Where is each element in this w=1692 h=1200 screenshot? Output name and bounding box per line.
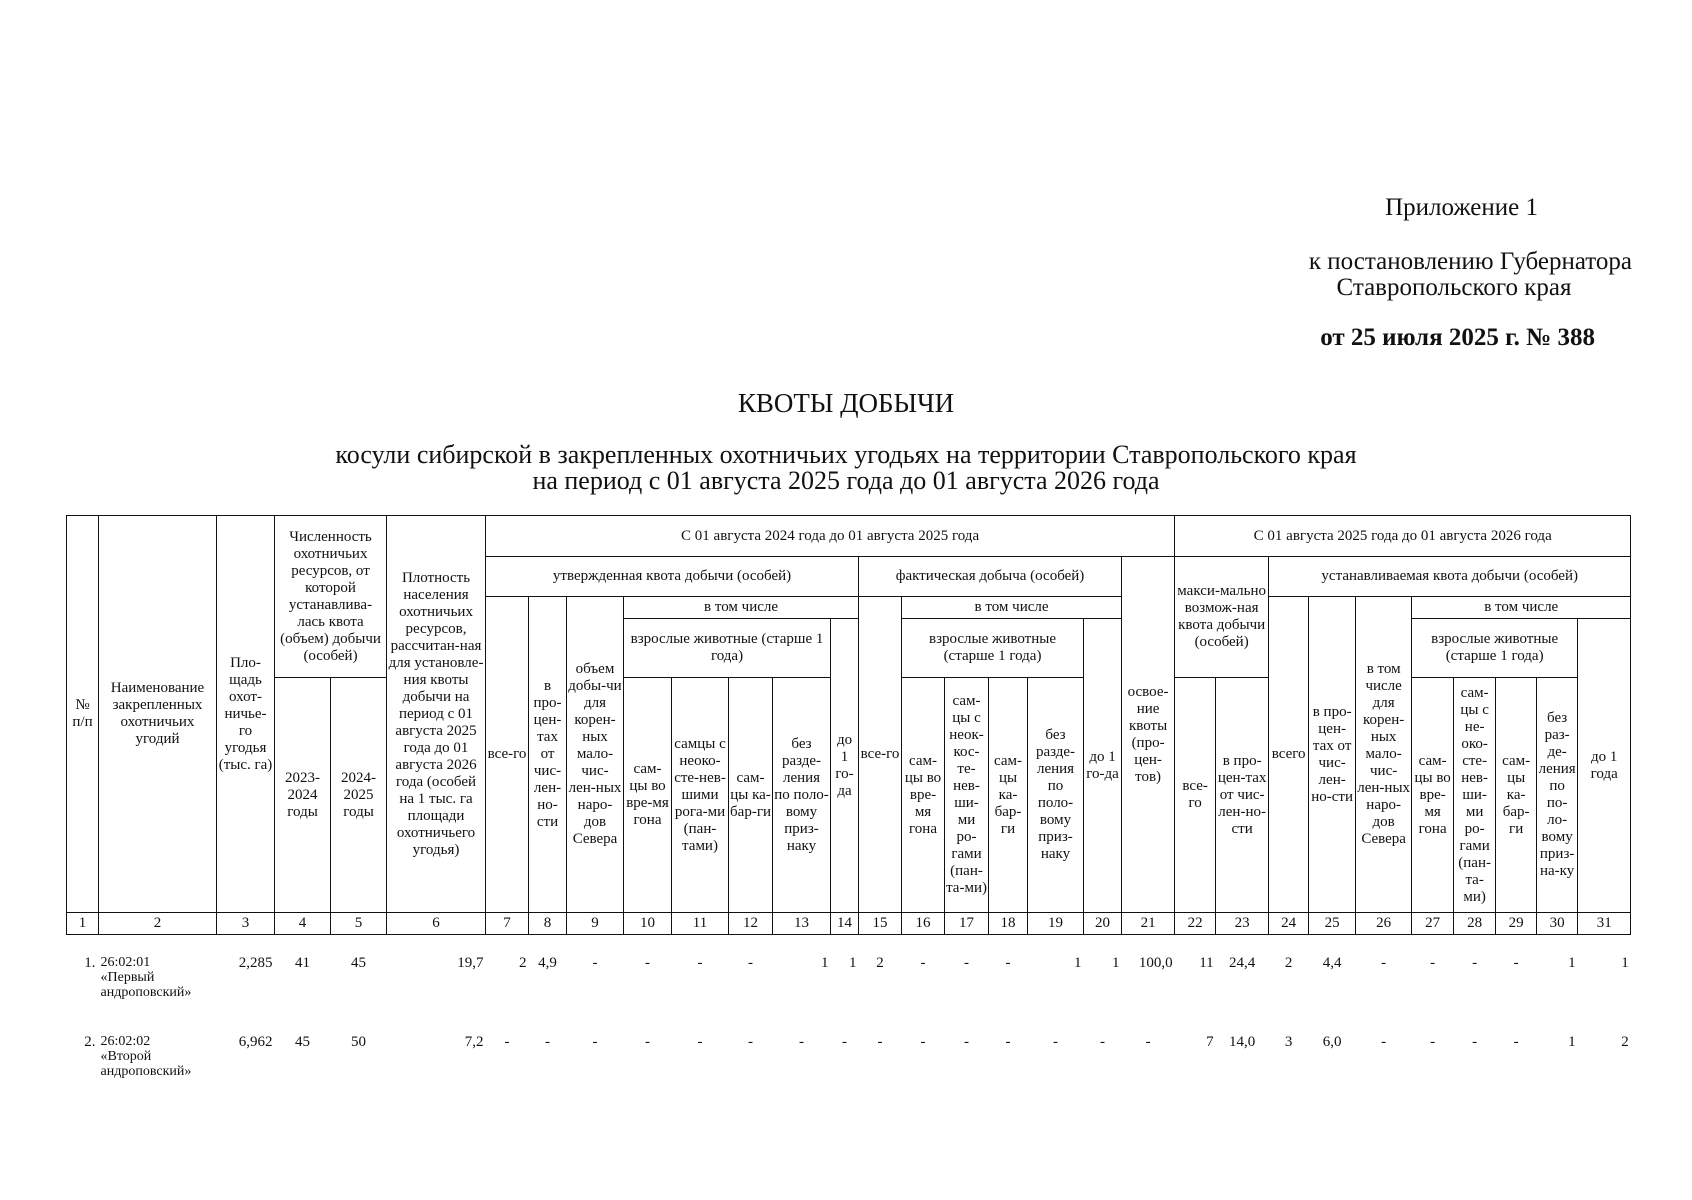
table-cell: 1 — [1568, 1034, 1576, 1050]
table-cell: 2,285 — [238, 955, 273, 971]
table-body — [67, 935, 1631, 1080]
col-head-set-indigenous: в том числе для корен-ных мало-чис-лен-ных наро-дов Севера — [1356, 597, 1412, 913]
col-head-indigenous: объем добы-чи для корен-ных мало-чис-лен-ных наро-дов Севера — [567, 597, 624, 913]
col-number: 23 — [1216, 913, 1269, 935]
col-head-count: Численность охотничьих ресурсов, от которой устанавлива-лась квота (объем) добычи (особей) — [275, 516, 387, 678]
table-cell: 6,962 — [238, 1034, 273, 1050]
hunting-ground-code: 26:02:01 — [100, 955, 151, 970]
col-head-period-2024: С 01 августа 2024 года до 01 августа 2025 года — [486, 516, 1175, 557]
col-head-area: Пло-щадь охот-ничье-го угодья (тыс. га) — [217, 516, 275, 913]
table-cell: 1 — [1621, 955, 1629, 971]
table-cell: - — [697, 955, 703, 971]
col-head-years-2024: 2024-2025 годы — [331, 678, 387, 913]
col-number: 3 — [217, 913, 275, 935]
col-number: 11 — [672, 913, 729, 935]
table-cell: - — [504, 1034, 510, 1050]
quota-table — [66, 515, 1631, 1079]
table-cell: 6,0 — [1322, 1034, 1342, 1050]
col-head-mastery: освое-ние квоты (про-цен-тов) — [1122, 557, 1175, 913]
table-cell: - — [1513, 955, 1519, 971]
col-head-actual-males-rut: сам-цы во вре-мя гона — [902, 678, 945, 913]
table-cell: 4,9 — [538, 955, 557, 971]
appendix-reference-region: Ставропольского края — [1336, 274, 1572, 301]
col-head-name: Наименование закрепленных охотничьих угодий — [99, 516, 217, 913]
table-cell: 1 — [1568, 955, 1576, 971]
col-number: 13 — [773, 913, 831, 935]
col-head-young: до 1 го-да — [831, 619, 859, 913]
table-cell: 7 — [1206, 1034, 1214, 1050]
hunting-ground-name — [99, 935, 217, 1001]
table-cell: - — [1472, 1034, 1478, 1050]
table-cell: - — [748, 955, 754, 971]
col-number: 12 — [729, 913, 773, 935]
appendix-date: от 25 июля 2025 г. № 388 — [1320, 324, 1595, 351]
row-number: 1. — [84, 955, 96, 971]
table-cell: 19,7 — [457, 955, 484, 971]
col-number: 22 — [1175, 913, 1216, 935]
col-head-no: № п/п — [67, 516, 99, 913]
table-cell: 4,4 — [1322, 955, 1342, 971]
table-cell: - — [1005, 1034, 1011, 1050]
col-number: 20 — [1084, 913, 1122, 935]
table-cell: - — [1513, 1034, 1519, 1050]
table-cell: 2 — [1621, 1034, 1629, 1050]
col-head-approved-quota: утвержденная квота добычи (особей) — [486, 557, 859, 597]
table-cell: - — [920, 1034, 926, 1050]
appendix-reference: к постановлению Губернатора — [1308, 248, 1632, 275]
col-number: 1 — [67, 913, 99, 935]
hunting-ground-title: «Первый андроповский» — [100, 970, 192, 1000]
table-cell: 3 — [1284, 1034, 1293, 1050]
col-number: 31 — [1578, 913, 1631, 935]
col-head-actual-males-horns: сам-цы с неок-кос-те-нев-ши-ми ро-гами (пан-та-ми) — [945, 678, 989, 913]
col-number: 18 — [989, 913, 1028, 935]
col-number: 26 — [1356, 913, 1412, 935]
col-head-set-males-horns: сам-цы с не-око-сте-нев-ши-ми ро-гами (пан-та-ми) — [1454, 678, 1496, 913]
col-head-musk-males: сам-цы ка-бар-ги — [729, 678, 773, 913]
col-number: 16 — [902, 913, 945, 935]
col-head-actual-total: все-го — [859, 597, 902, 913]
col-head-actual-adults: взрослые животные (старше 1 года) — [902, 619, 1084, 678]
table-cell: 1 — [821, 955, 829, 971]
table-cell: 50 — [351, 1034, 366, 1050]
col-head-max-percent: в про-цен-тах от чис-лен-но-сти — [1216, 678, 1269, 913]
table-cell: - — [799, 1034, 805, 1050]
document-title — [0, 388, 1692, 419]
table-cell: - — [645, 955, 651, 971]
table-cell: 1 — [1074, 955, 1082, 971]
hunting-ground-code: 26:02:02 — [100, 1034, 151, 1049]
col-number: 25 — [1309, 913, 1356, 935]
col-head-actual-harvest: фактическая добыча (особей) — [859, 557, 1122, 597]
col-head-set-including: в том числе — [1412, 597, 1631, 619]
table-cell: - — [964, 955, 970, 971]
document-subtitle — [0, 442, 1692, 494]
col-number: 9 — [567, 913, 624, 935]
table-cell: - — [545, 1034, 551, 1050]
col-head-set-musk-males: сам-цы ка-бар-ги — [1496, 678, 1537, 913]
subtitle-line-2: на период с 01 августа 2025 года до 01 августа 2026 года — [532, 466, 1160, 495]
col-head-set-young: до 1 года — [1578, 619, 1631, 913]
table-cell: 14,0 — [1229, 1034, 1256, 1050]
table-cell: 45 — [351, 955, 366, 971]
col-head-including: в том числе — [624, 597, 859, 619]
table-cell: - — [842, 1034, 848, 1050]
col-head-density: Плотность населения охотничьих ресурсов, рассчитан-ная для установле-ния квоты добычи на период с 01 августа 2025 года до 01 августа 2026 года (особей на 1 тыс. га площади охотничьего угодья) — [387, 516, 486, 913]
table-cell: - — [592, 955, 598, 971]
col-number: 28 — [1454, 913, 1496, 935]
table-cell: - — [1472, 955, 1478, 971]
subtitle-line-1: косули сибирской в закрепленных охотничьих угодьях на территории Ставропольского края — [335, 440, 1357, 469]
table-cell: 2 — [519, 955, 527, 971]
col-head-adults: взрослые животные (старше 1 года) — [624, 619, 831, 678]
col-head-males-rut: сам-цы во вре-мя гона — [624, 678, 672, 913]
table-cell: 1 — [1112, 955, 1120, 971]
table-cell: - — [748, 1034, 754, 1050]
col-head-percent: в про-цен-тах от чис-лен-но-сти — [529, 597, 567, 913]
col-head-years-2023: 2023-2024 годы — [275, 678, 331, 913]
col-number: 7 — [486, 913, 529, 935]
col-number: 19 — [1028, 913, 1084, 935]
table-cell: - — [1430, 955, 1436, 971]
col-number: 30 — [1537, 913, 1578, 935]
table-cell: - — [1100, 1034, 1106, 1050]
col-head-set-quota: устанавливаемая квота добычи (особей) — [1269, 557, 1631, 597]
col-number: 8 — [529, 913, 567, 935]
table-cell: 45 — [295, 1034, 310, 1050]
table-cell: - — [1053, 1034, 1059, 1050]
col-head-actual-no-sex: без разде-ления по поло-вому приз-наку — [1028, 678, 1084, 913]
col-number: 21 — [1122, 913, 1175, 935]
col-number: 24 — [1269, 913, 1309, 935]
col-head-actual-young: до 1 го-да — [1084, 619, 1122, 913]
col-number: 15 — [859, 913, 902, 935]
table-cell: - — [645, 1034, 651, 1050]
col-head-period-2025: С 01 августа 2025 года до 01 августа 2026 года — [1175, 516, 1631, 557]
col-head-actual-including: в том числе — [902, 597, 1122, 619]
table-cell: - — [877, 1034, 883, 1050]
table-cell: - — [1381, 1034, 1387, 1050]
col-head-no-sex: без разде-ления по поло-вому приз-наку — [773, 678, 831, 913]
table-cell: - — [1381, 955, 1387, 971]
table-row — [67, 935, 1631, 1001]
col-number: 5 — [331, 913, 387, 935]
hunting-ground-title: «Второй андроповский» — [100, 1049, 192, 1079]
col-head-total: все-го — [486, 597, 529, 913]
document-title-text: КВОТЫ ДОБЫЧИ — [737, 388, 955, 418]
hunting-ground-name — [99, 1000, 217, 1079]
table-cell: 41 — [295, 955, 310, 971]
col-number: 4 — [275, 913, 331, 935]
row-number: 2. — [84, 1034, 96, 1050]
col-head-set-males-rut: сам-цы во вре-мя гона — [1412, 678, 1454, 913]
col-number: 6 — [387, 913, 486, 935]
appendix-number: Приложение 1 — [1385, 194, 1538, 221]
table-cell: 1 — [849, 955, 857, 971]
table-row — [67, 1000, 1631, 1079]
col-head-actual-musk-males: сам-цы ка-бар-ги — [989, 678, 1028, 913]
table-cell: 2 — [876, 955, 884, 971]
col-number: 2 — [99, 913, 217, 935]
table-cell: - — [920, 955, 926, 971]
table-cell: - — [1430, 1034, 1436, 1050]
col-head-males-horns: самцы с неоко-сте-нев-шими рога-ми (пан-тами) — [672, 678, 729, 913]
table-cell: - — [1145, 1034, 1151, 1050]
column-number-row — [67, 913, 1631, 935]
col-head-max-total: все-го — [1175, 678, 1216, 913]
table-header — [67, 516, 1631, 935]
col-head-set-no-sex: без раз-де-ления по по-ло-вому приз-на-ку — [1537, 678, 1578, 913]
table-cell: 7,2 — [464, 1034, 484, 1050]
table-cell: 2 — [1284, 955, 1293, 971]
col-number: 17 — [945, 913, 989, 935]
table-cell: - — [697, 1034, 703, 1050]
col-head-set-adults: взрослые животные (старше 1 года) — [1412, 619, 1578, 678]
col-number: 14 — [831, 913, 859, 935]
col-head-max-quota: макси-мально возмож-ная квота добычи (особей) — [1175, 557, 1269, 678]
col-head-set-total: всего — [1269, 597, 1309, 913]
col-number: 10 — [624, 913, 672, 935]
col-number: 27 — [1412, 913, 1454, 935]
table-cell: 24,4 — [1229, 955, 1256, 971]
col-head-set-percent: в про-цен-тах от чис-лен-но-сти — [1309, 597, 1356, 913]
table-cell: 100,0 — [1138, 955, 1173, 971]
table-cell: 11 — [1199, 955, 1214, 971]
col-number: 29 — [1496, 913, 1537, 935]
table-cell: - — [1005, 955, 1011, 971]
table-cell: - — [592, 1034, 598, 1050]
table-cell: - — [964, 1034, 970, 1050]
